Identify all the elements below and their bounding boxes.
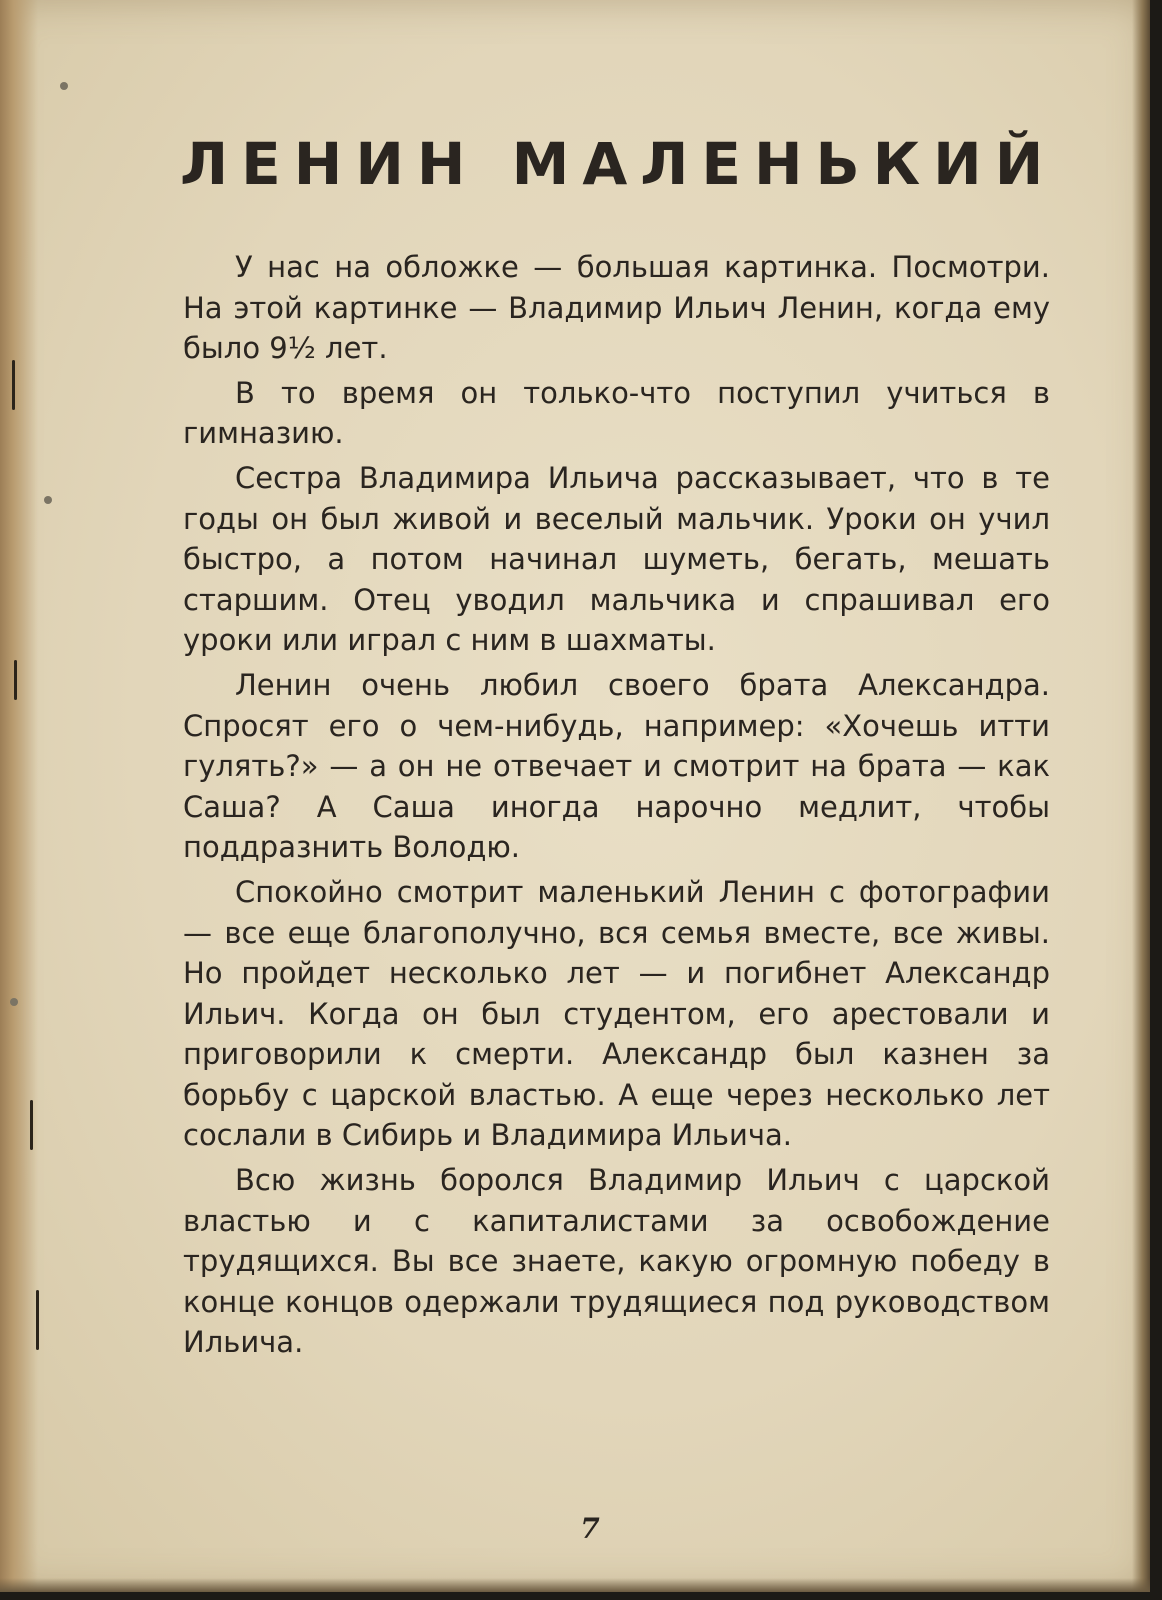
binding-stitch xyxy=(36,1290,39,1350)
paragraph: Сестра Владимира Ильича рассказывает, что в те годы он был живой и веселый мальчик. Уроки он учил быстро, а потом начинал шуметь, бегать, мешать старшим. Отец уводил мальчика и спрашивал его уроки или играл с ним в шахматы. xyxy=(183,460,1050,658)
binding-stitch xyxy=(14,660,17,700)
page-spine-shadow xyxy=(0,0,38,1592)
page-number: 7 xyxy=(580,1512,600,1545)
body-text xyxy=(183,247,1050,1367)
binding-hole xyxy=(10,998,18,1006)
paragraph: Всю жизнь боролся Владимир Ильич с царской властью и с капиталистами за освобождение трудящихся. Вы все знаете, какую огромную победу в конце концов одержали трудящиеся под руководством Ильича. xyxy=(183,1163,1050,1360)
paragraph: У нас на обложке — большая картинка. Посмотри. На этой картинке — Владимир Ильич Ленин, когда ему было 9½ лет. xyxy=(183,250,1050,366)
paragraph: Спокойно смотрит маленький Ленин с фотографии — все еще благополучно, вся семья вместе, все живы. Но пройдет несколько лет — и погибнет Александр Ильич. Когда он был студентом, его арестовали и приговорили к смерти. Александр был казнен за борьбу с царской властью. А еще через несколько лет сослали в Сибирь и Владимира Ильича. xyxy=(183,874,1050,1153)
binding-hole xyxy=(44,496,52,504)
binding-stitch xyxy=(30,1100,33,1150)
binding-hole xyxy=(60,82,68,90)
page-bottom-edge xyxy=(0,1578,1150,1592)
binding-stitch xyxy=(12,360,15,410)
paragraph: В то время он только-что поступил учиться в гимназию. xyxy=(183,375,1050,451)
page-title: ЛЕНИН МАЛЕНЬКИЙ xyxy=(180,130,1057,198)
page-right-edge xyxy=(1132,0,1150,1592)
paragraph: Ленин очень любил своего брата Александра. Спросят его о чем-нибудь, например: «Хочешь итти гулять?» — а он не отвечает и смотрит на брата — как Саша? А Саша иногда нарочно медлит, чтобы поддразнить Володю. xyxy=(183,667,1050,865)
